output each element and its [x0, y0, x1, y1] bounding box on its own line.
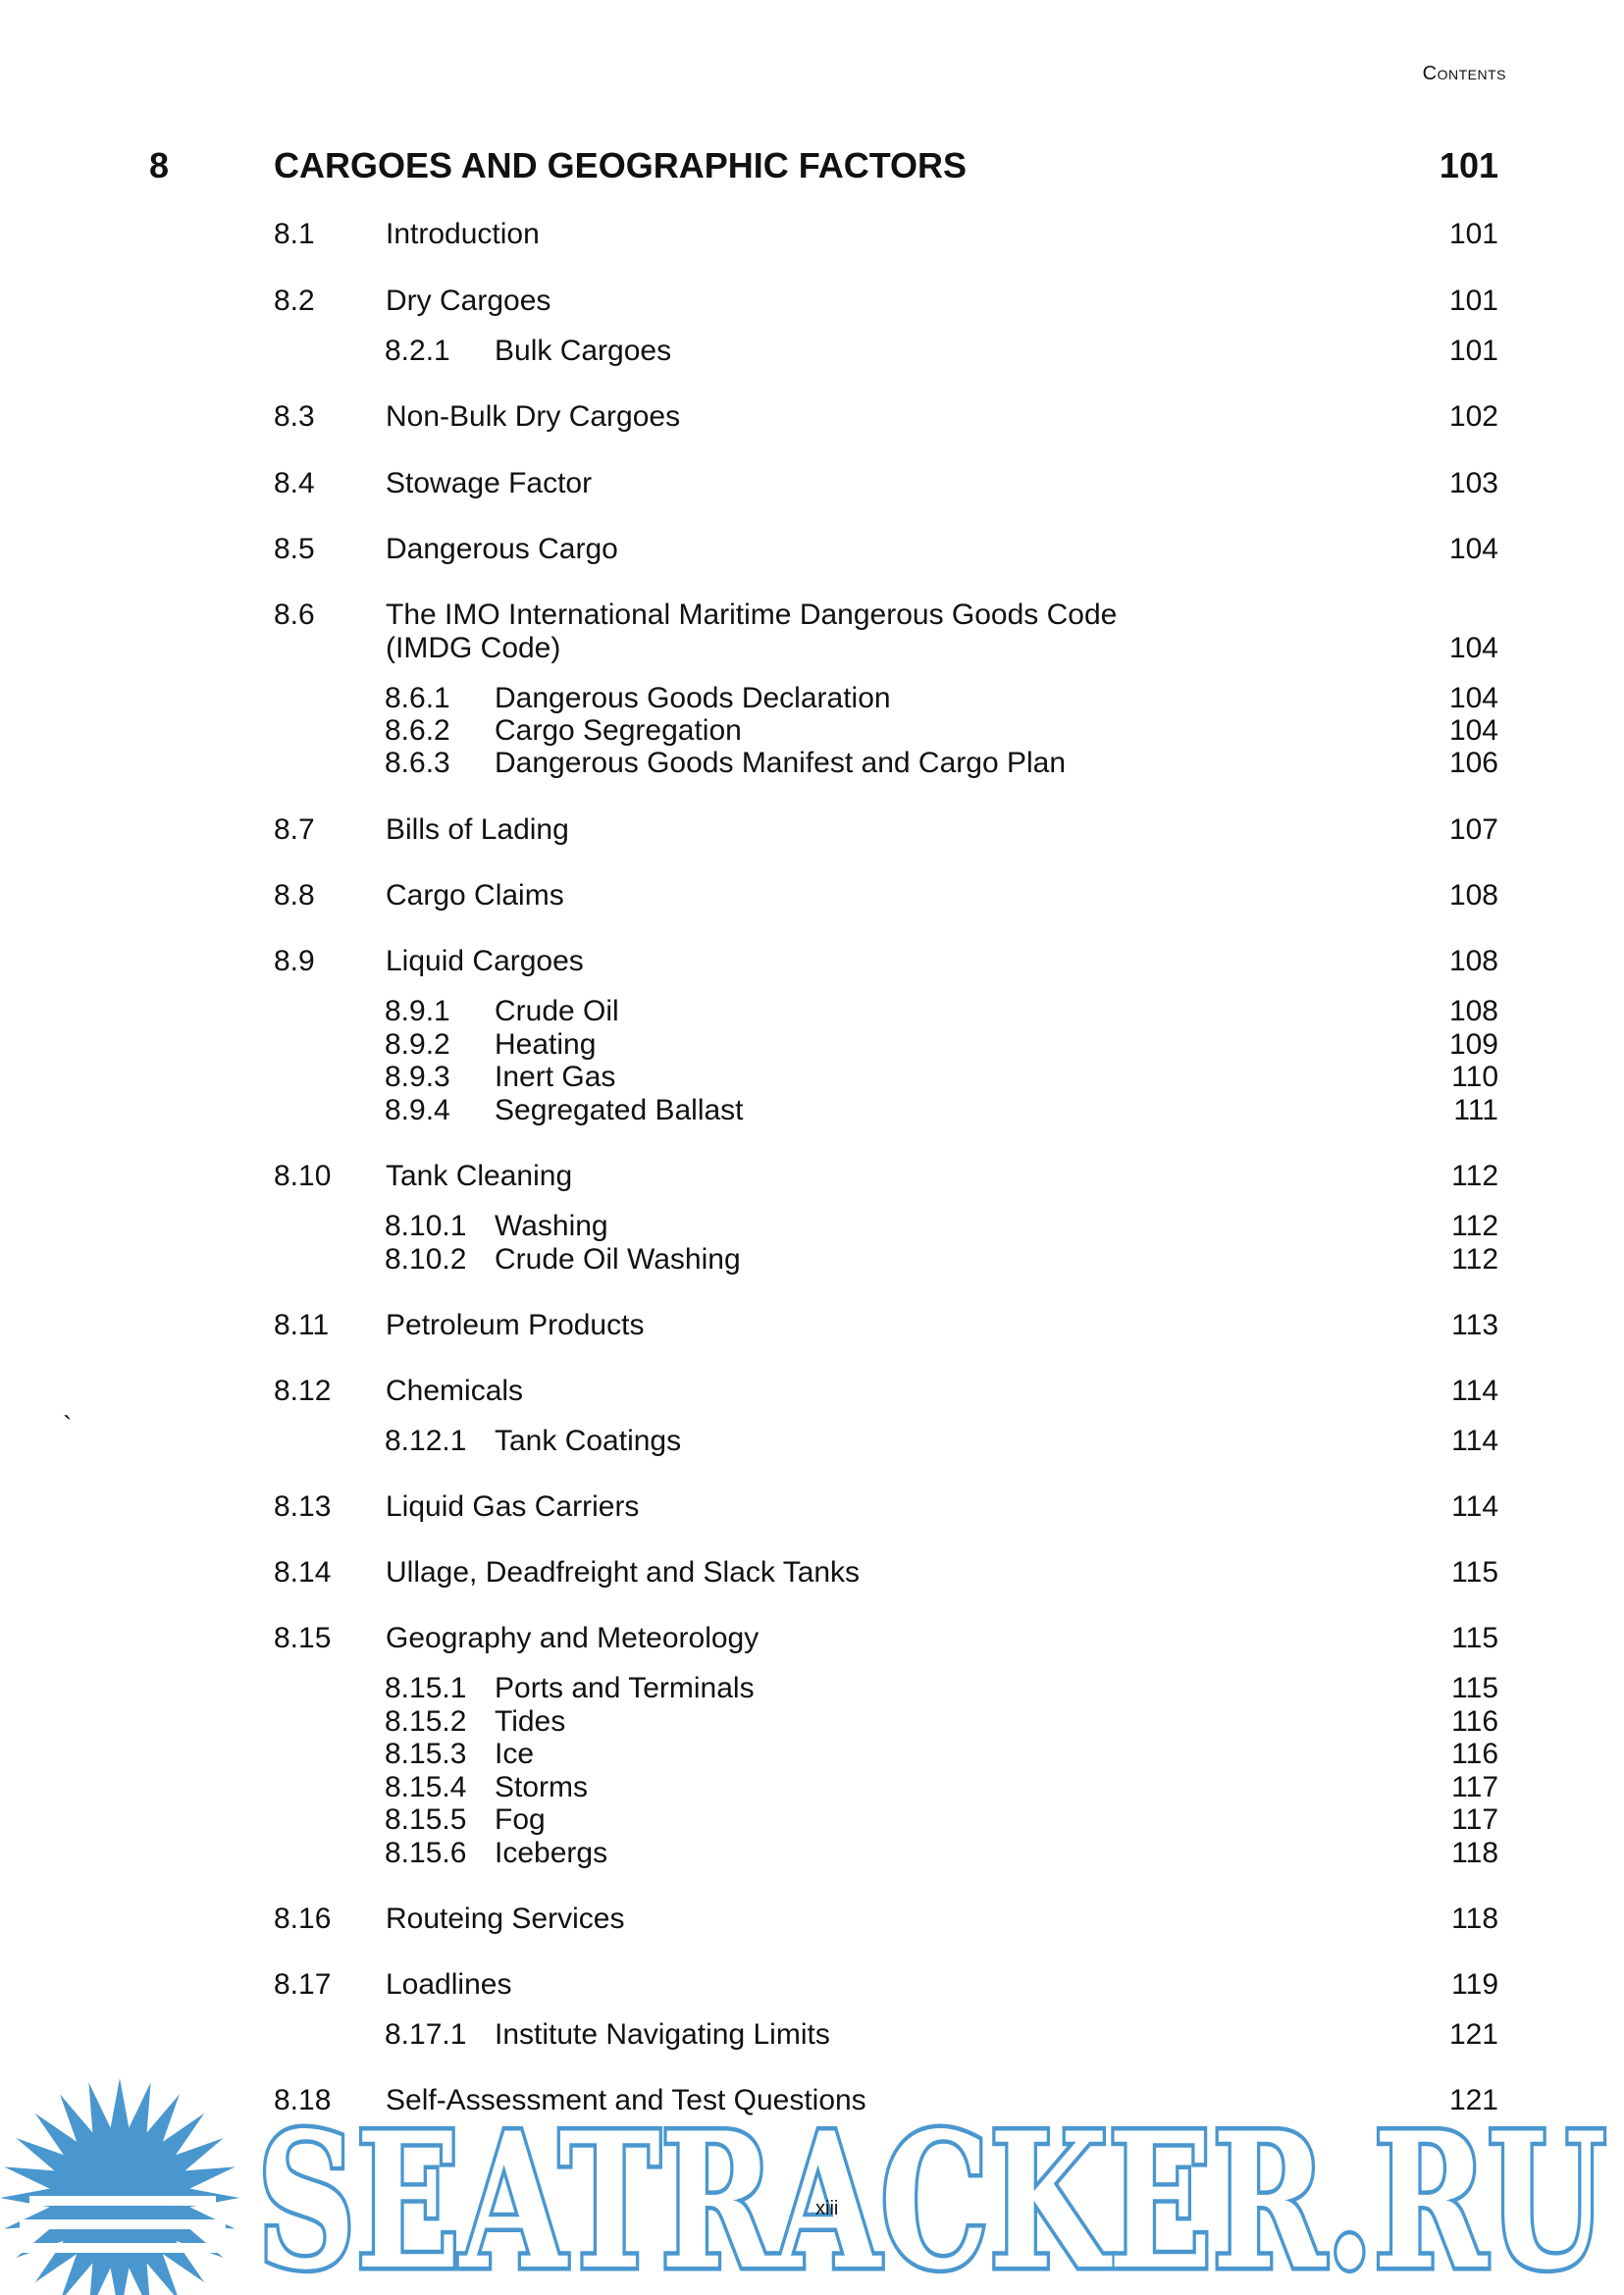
- toc-section-number: 8.9: [274, 945, 315, 977]
- toc-section-number: 8.8: [274, 879, 315, 912]
- toc-page-number: 101: [1448, 285, 1498, 317]
- toc-subsection-title: Cargo Segregation: [495, 714, 742, 747]
- toc-page-number: 103: [1448, 467, 1498, 499]
- toc-subsection-title: Ice: [495, 1738, 535, 1770]
- toc-page-number: 118: [1451, 1903, 1498, 1935]
- toc-section-number: 8.14: [274, 1556, 332, 1589]
- toc-subsection-number: 8.15.2: [385, 1705, 467, 1738]
- toc-subsection-title: Inert Gas: [495, 1061, 616, 1093]
- toc-page-number: 114: [1451, 1490, 1498, 1523]
- toc-page-number: 116: [1451, 1705, 1498, 1738]
- toc-subsection-title: Crude Oil Washing: [495, 1243, 741, 1276]
- toc-subsection-number: 8.9.1: [385, 995, 450, 1027]
- watermark: [0, 2070, 1624, 2295]
- toc-section-title: The IMO International Maritime Dangerous Goods Code: [386, 599, 1118, 631]
- toc-subsection-number: 8.2.1: [385, 335, 450, 367]
- toc-section-title: Chemicals: [386, 1375, 524, 1407]
- toc-section-title: Routeing Services: [386, 1903, 625, 1935]
- chapter-number: 8: [149, 145, 170, 185]
- toc-subsection-title: Institute Navigating Limits: [495, 2018, 830, 2051]
- toc-section-number: 8.12: [274, 1375, 332, 1407]
- toc-subsection-title: Crude Oil: [495, 995, 619, 1027]
- toc-subsection-title: Dangerous Goods Declaration: [495, 682, 891, 714]
- toc-page-number: 114: [1451, 1375, 1498, 1407]
- toc-page-number: 112: [1451, 1210, 1498, 1242]
- toc-subsection-number: 8.10.2: [385, 1243, 467, 1276]
- toc-page-number: 112: [1451, 1160, 1498, 1192]
- toc-section-number: 8.4: [274, 467, 315, 499]
- toc-section-title: Petroleum Products: [386, 1309, 645, 1341]
- toc-page-number: 112: [1451, 1243, 1498, 1276]
- toc-section-title: Liquid Gas Carriers: [386, 1490, 640, 1523]
- toc-subsection-number: 8.10.1: [385, 1210, 467, 1242]
- toc-section-title: Bills of Lading: [386, 813, 569, 846]
- toc-section-title: Dry Cargoes: [386, 285, 551, 317]
- toc-subsection-number: 8.15.4: [385, 1771, 467, 1803]
- toc-subsection-title: Storms: [495, 1771, 589, 1803]
- toc-section-title: Self-Assessment and Test Questions: [386, 2084, 866, 2116]
- toc-page-number: 108: [1448, 879, 1498, 912]
- toc-section-number: 8.18: [274, 2084, 332, 2116]
- toc-page-number: 121: [1448, 2084, 1498, 2116]
- chapter-page: 101: [1439, 145, 1498, 185]
- toc-section-title-continued: (IMDG Code): [386, 632, 561, 664]
- toc-section-title: Loadlines: [386, 1968, 512, 2001]
- toc-section-number: 8.17: [274, 1968, 332, 2001]
- toc-section-number: 8.10: [274, 1160, 332, 1192]
- toc-section-number: 8.16: [274, 1903, 332, 1935]
- toc-page-number: 109: [1448, 1028, 1498, 1061]
- toc-page-number: 110: [1451, 1061, 1498, 1093]
- watermark-text: SEATRACKER.RU: [257, 2092, 1606, 2295]
- page-number: xiii: [815, 2198, 839, 2219]
- toc-section-number: 8.7: [274, 813, 315, 846]
- toc-section-title: Introduction: [386, 218, 540, 250]
- toc-page-number: 121: [1448, 2018, 1498, 2051]
- toc-subsection-number: 8.15.3: [385, 1738, 467, 1770]
- toc-page-number: 116: [1451, 1738, 1498, 1770]
- toc-subsection-number: 8.17.1: [385, 2018, 467, 2051]
- toc-section-title: Tank Cleaning: [386, 1160, 573, 1192]
- chapter-title: CARGOES AND GEOGRAPHIC FACTORS: [274, 145, 968, 185]
- toc-subsection-number: 8.6.3: [385, 747, 450, 779]
- toc-subsection-number: 8.9.2: [385, 1028, 450, 1061]
- toc-subsection-number: 8.15.1: [385, 1672, 467, 1704]
- toc-subsection-title: Fog: [495, 1803, 546, 1836]
- running-head: Contents: [1422, 63, 1506, 84]
- toc-page-number: 115: [1451, 1672, 1498, 1704]
- toc-subsection-number: 8.9.3: [385, 1061, 450, 1093]
- toc-page-number: 117: [1451, 1803, 1498, 1836]
- toc-section-number: 8.6: [274, 599, 315, 631]
- toc-page-number: 111: [1453, 1094, 1498, 1126]
- toc-section-title: Dangerous Cargo: [386, 533, 618, 565]
- toc-page-number: 104: [1448, 714, 1498, 747]
- toc-page-number: 115: [1451, 1622, 1498, 1654]
- toc-page-number: 118: [1451, 1837, 1498, 1869]
- toc-subsection-title: Washing: [495, 1210, 608, 1242]
- toc-subsection-number: 8.6.1: [385, 682, 450, 714]
- toc-subsection-title: Dangerous Goods Manifest and Cargo Plan: [495, 747, 1067, 779]
- toc-section-title: Geography and Meteorology: [386, 1622, 760, 1654]
- toc-page-number: 104: [1448, 682, 1498, 714]
- toc-subsection-number: 8.9.4: [385, 1094, 450, 1126]
- sun-icon: [0, 2078, 239, 2295]
- toc-page-number: 114: [1451, 1425, 1498, 1457]
- toc-page-number: 108: [1448, 945, 1498, 977]
- toc-page-number: 104: [1448, 632, 1498, 664]
- toc-page-number: 102: [1448, 400, 1498, 433]
- toc-page-number: 107: [1448, 813, 1498, 846]
- toc-section-title: Liquid Cargoes: [386, 945, 584, 977]
- toc-page-number: 104: [1448, 533, 1498, 565]
- toc-section-title: Non-Bulk Dry Cargoes: [386, 400, 681, 433]
- toc-page-number: 113: [1451, 1309, 1498, 1341]
- toc-section-number: 8.3: [274, 400, 315, 433]
- toc-section-number: 8.2: [274, 285, 315, 317]
- toc-section-title: Cargo Claims: [386, 879, 564, 912]
- toc-section-number: 8.11: [274, 1309, 330, 1341]
- toc-subsection-title: Icebergs: [495, 1837, 608, 1869]
- toc-subsection-number: 8.15.5: [385, 1803, 467, 1836]
- stray-mark: `: [63, 1411, 73, 1441]
- toc-subsection-title: Heating: [495, 1028, 597, 1061]
- toc-subsection-title: Ports and Terminals: [495, 1672, 755, 1704]
- toc-subsection-title: Tides: [495, 1705, 566, 1738]
- toc-subsection-number: 8.6.2: [385, 714, 450, 747]
- toc-section-title: Stowage Factor: [386, 467, 593, 499]
- toc-subsection-number: 8.15.6: [385, 1837, 467, 1869]
- toc-page-number: 117: [1451, 1771, 1498, 1803]
- toc-page-number: 101: [1448, 218, 1498, 250]
- toc-section-title: Ullage, Deadfreight and Slack Tanks: [386, 1556, 861, 1589]
- toc-subsection-title: Segregated Ballast: [495, 1094, 744, 1126]
- toc-page-number: 119: [1451, 1968, 1498, 2001]
- toc-subsection-title: Tank Coatings: [495, 1425, 682, 1457]
- toc-subsection-number: 8.12.1: [385, 1425, 467, 1457]
- toc-subsection-title: Bulk Cargoes: [495, 335, 672, 367]
- toc-section-number: 8.5: [274, 533, 315, 565]
- toc-page-number: 101: [1448, 335, 1498, 367]
- toc-section-number: 8.13: [274, 1490, 332, 1523]
- toc-section-number: 8.1: [274, 218, 315, 250]
- toc-page-number: 108: [1448, 995, 1498, 1027]
- toc-page-number: 106: [1448, 747, 1498, 779]
- toc-section-number: 8.15: [274, 1622, 332, 1654]
- toc-page-number: 115: [1451, 1556, 1498, 1589]
